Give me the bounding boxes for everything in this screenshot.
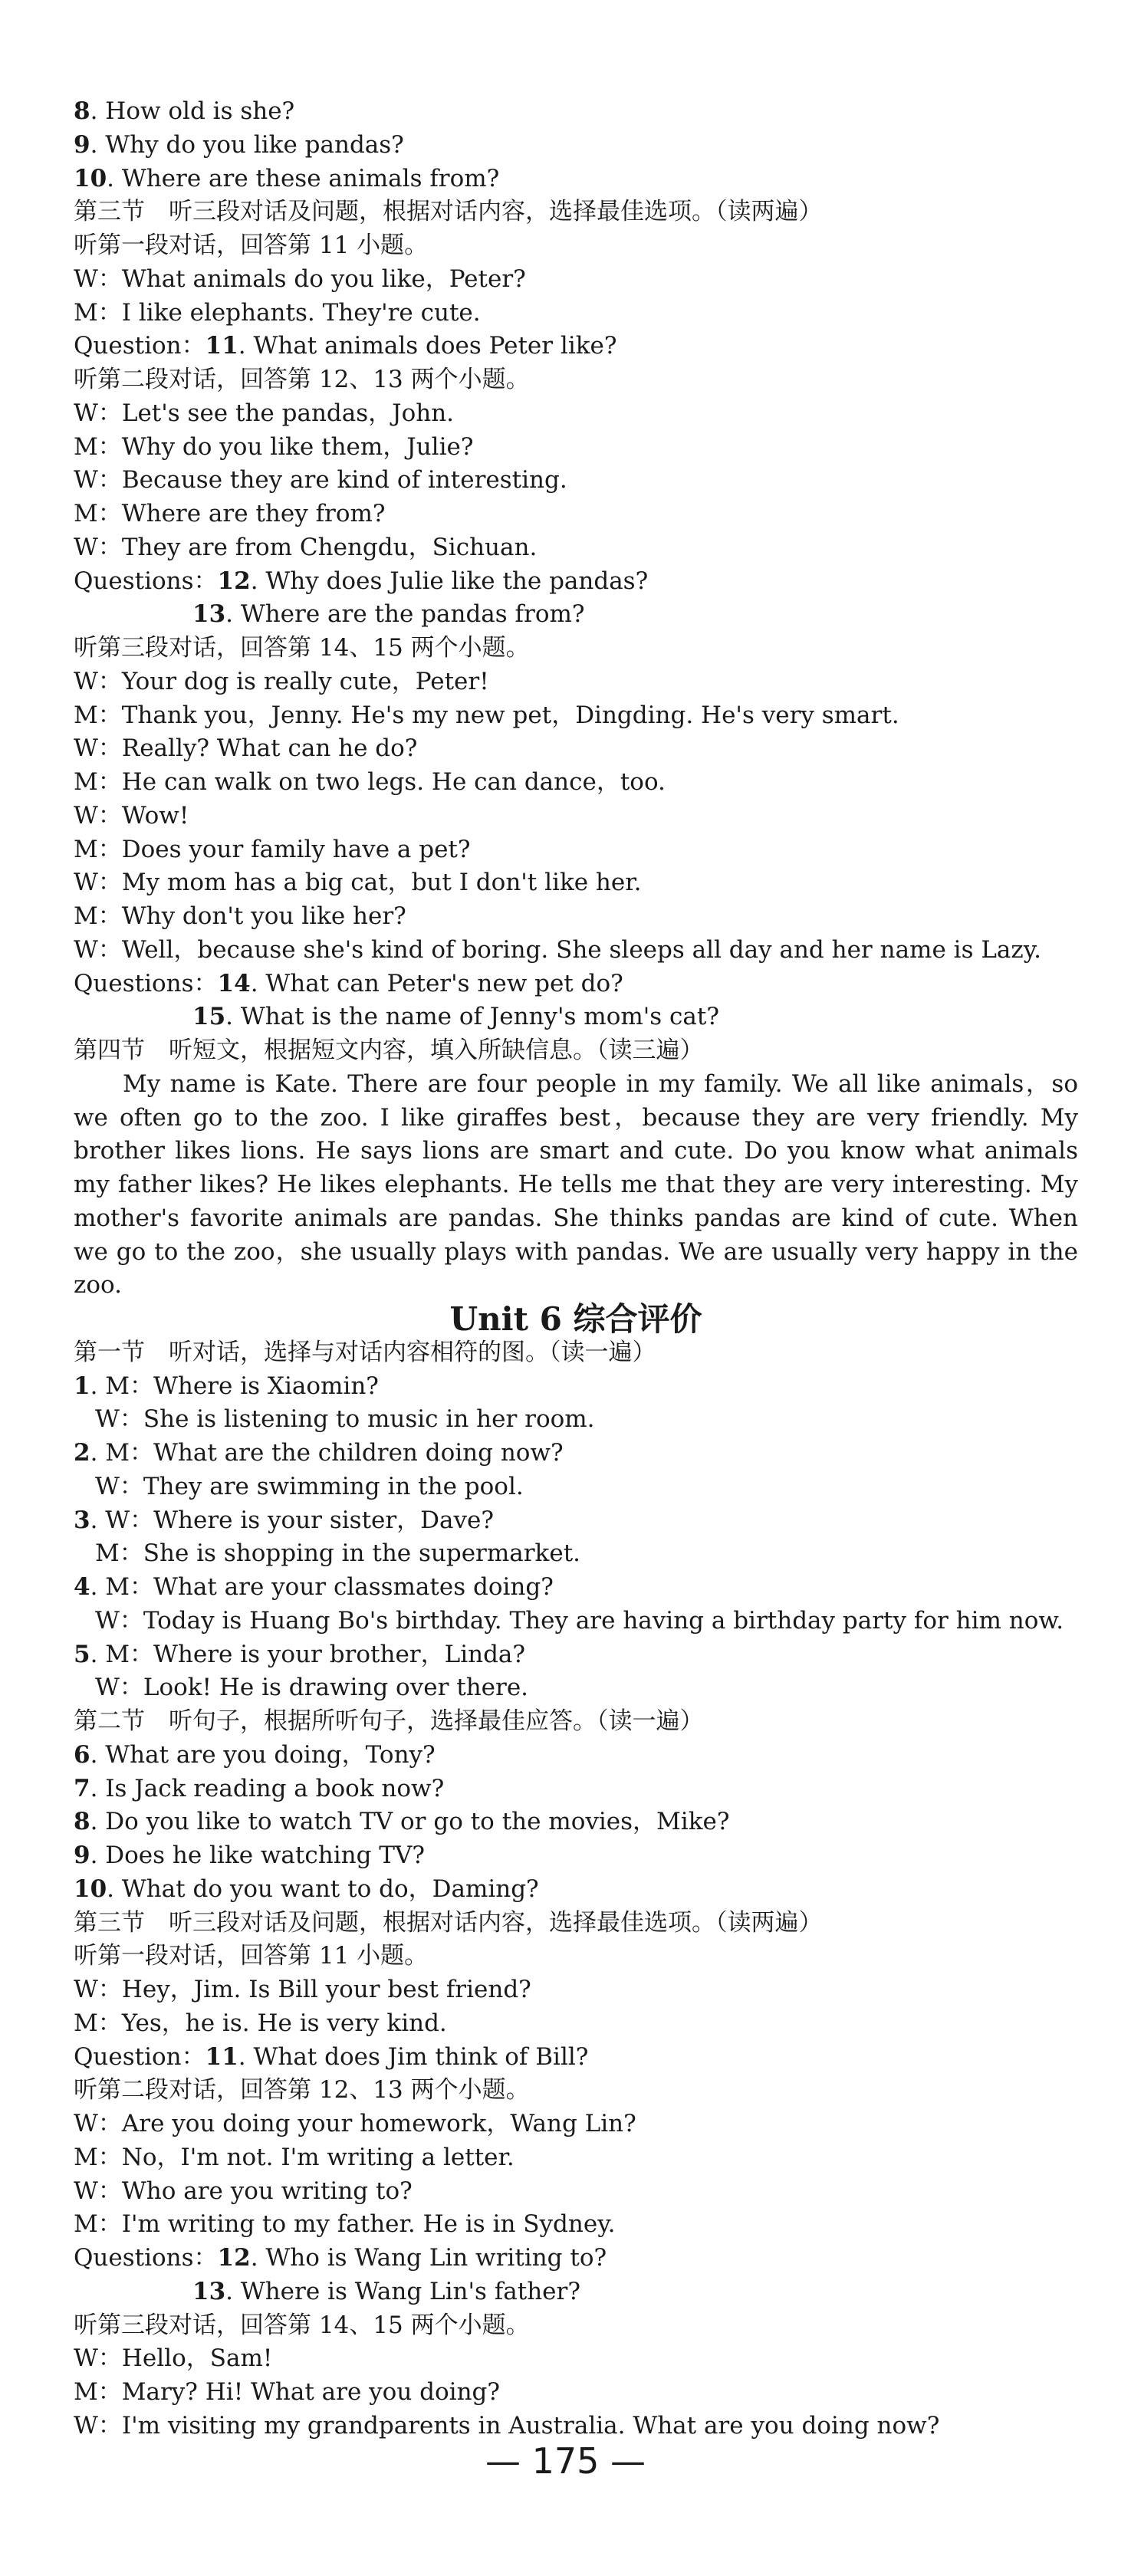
dialogue-line: M：Thank you，Jenny. He's my new pet，Dingding. He's very smart. [74,701,899,729]
question-number: 11 [205,2042,238,2071]
question-number: 9 [74,1842,90,1869]
question-line [74,2242,1078,2275]
transcript-content [74,95,1078,2443]
dialogue-line: W：Well，because she's kind of boring. She sleeps all day and her name is Lazy. [74,935,1041,964]
dialogue-line: W：They are swimming in the pool. [95,1472,524,1500]
question-line [74,2275,1078,2309]
question-number: 13 [192,2277,226,2305]
dialogue-intro: 听第一段对话，回答第 11 小题。 [74,232,429,259]
question-text: . Is Jack reading a book now? [90,1774,445,1802]
item-number: 3 [74,1506,90,1534]
dialogue-line: W：Who are you writing to? [74,2177,413,2205]
question-text: . Why do you like pandas? [90,130,404,159]
question-prefix: Questions： [74,2244,218,2272]
dialogue-text: . M：What are your classmates doing? [90,1573,554,1601]
question-number: 8 [74,97,90,125]
question-text: . Where is Wang Lin's father? [225,2277,580,2305]
section-header: 第三节 听三段对话及问题，根据对话内容，选择最佳选项。（读两遍） [74,198,823,226]
unit-title: Unit 6 综合评价 [449,1300,702,1338]
passage-paragraph: My name is Kate. There are four people in my family. We all like animals，so we often go to the zoo. I like giraffes best，because they are very friendly. My brother likes lions. He says lions are smart and cute. Do you know what animals my father likes? He likes elephants. He tells me that they are very interesting. My mother's favorite animals are pandas. She thinks pandas are kind of cute. When we go to the zoo，she usually plays with pandas. We are usually very happy in the zoo. [74,1070,1078,1300]
dialogue-intro: 听第三段对话，回答第 14、15 两个小题。 [74,634,530,662]
question-text: . What does Jim think of Bill? [238,2042,589,2071]
question-text: . Where are the pandas from? [225,600,585,629]
dialogue-line: W：I'm visiting my grandparents in Australia. What are you doing now? [74,2411,940,2440]
question-line [74,565,1078,599]
question-number: 9 [74,130,90,159]
item-number: 5 [74,1640,90,1668]
item-line [74,1571,1078,1605]
question-line [74,2041,1078,2075]
question-number: 11 [205,332,238,360]
dialogue-intro: 听第二段对话，回答第 12、13 两个小题。 [74,366,530,393]
dialogue-line: M：I like elephants. They're cute. [74,298,481,327]
dialogue-line: M：Why do you like them，Julie? [74,432,474,461]
question-number: 8 [74,1808,90,1836]
dialogue-line: W：Wow! [74,801,189,830]
dialogue-line: W：My mom has a big cat，but I don't like her. [74,869,642,897]
dialogue-line: W：Today is Huang Bo's birthday. They are having a birthday party for him now. [95,1606,1064,1635]
question-number: 10 [74,164,107,192]
question-number: 12 [217,567,251,595]
dialogue-text: . M：Where is your brother，Linda? [90,1640,526,1668]
item-number: 4 [74,1573,90,1601]
dialogue-line: W：What animals do you like，Peter? [74,264,526,293]
question-line [74,1001,1078,1034]
question-text: . What animals does Peter like? [238,332,617,360]
dialogue-line: M：Where are they from? [74,500,386,527]
page-number: — 175 — [485,2440,646,2482]
question-text: . What are you doing，Tony? [90,1740,436,1769]
question-line [74,95,1078,129]
item-line [74,1504,1078,1538]
dialogue-line: W：They are from Chengdu，Sichuan. [74,533,538,561]
section-header: 第二节 听句子，根据所听句子，选择最佳应答。（读一遍） [74,1707,704,1735]
dialogue-line: W：Look! He is drawing over there. [95,1674,529,1702]
dialogue-line: W：Let's see the pandas，John. [74,399,455,427]
dialogue-line: W：Are you doing your homework，Wang Lin? [74,2110,636,2137]
question-text: . What is the name of Jenny's mom's cat? [225,1003,719,1031]
dialogue-line: M：No，I'm not. I'm writing a letter. [74,2143,515,2171]
question-line [74,1806,1078,1839]
item-line [74,1437,1078,1470]
dialogue-intro: 听第二段对话，回答第 12、13 两个小题。 [74,2076,530,2104]
dialogue-line: W：Hello，Sam! [74,2344,273,2373]
question-number: 15 [192,1003,226,1031]
question-prefix: Questions： [74,969,218,997]
item-line [74,1370,1078,1404]
dialogue-text: . M：Where is Xiaomin? [90,1372,379,1400]
question-line [74,330,1078,363]
section-header: 第一节 听对话，选择与对话内容相符的图。（读一遍） [74,1338,656,1366]
question-line [74,1739,1078,1773]
question-text: . Does he like watching TV? [90,1842,425,1869]
question-line [74,129,1078,163]
dialogue-intro: 听第三段对话，回答第 14、15 两个小题。 [74,2311,530,2339]
question-number: 10 [74,1875,107,1903]
question-text: . Why does Julie like the pandas? [250,567,649,595]
question-number: 14 [217,969,251,997]
question-prefix: Question： [74,332,205,360]
question-line [74,1839,1078,1873]
dialogue-line: M：Yes，he is. He is very kind. [74,2009,447,2037]
question-text: . What can Peter's new pet do? [250,969,623,997]
dialogue-line: W：She is listening to music in her room. [95,1405,595,1434]
question-prefix: Questions： [74,567,218,595]
item-line [74,1638,1078,1672]
dialogue-line: M：He can walk on two legs. He can dance，too. [74,768,666,796]
question-text: . How old is she? [90,97,295,125]
question-number: 13 [192,600,226,629]
dialogue-line: M：Mary? Hi! What are you doing? [74,2378,501,2406]
question-number: 6 [74,1740,90,1769]
dialogue-line: M：Why don't you like her? [74,902,406,930]
dialogue-line: W：Because they are kind of interesting. [74,466,567,495]
dialogue-text: . M：What are the children doing now? [90,1439,564,1467]
dialogue-line: M：I'm writing to my father. He is in Sydney. [74,2210,616,2239]
dialogue-intro: 听第一段对话，回答第 11 小题。 [74,1942,429,1970]
question-text: . Where are these animals from? [107,164,500,192]
question-text: . Who is Wang Lin writing to? [250,2244,607,2272]
dialogue-line: W：Really? What can he do? [74,734,418,763]
dialogue-line: W：Your dog is really cute，Peter! [74,667,489,695]
question-line [74,163,1078,196]
item-number: 2 [74,1439,90,1467]
question-number: 12 [217,2244,251,2272]
section-header: 第四节 听短文，根据短文内容，填入所缺信息。（读三遍） [74,1037,704,1064]
item-number: 1 [74,1372,90,1400]
dialogue-line: M：Does your family have a pet? [74,835,471,863]
section-header: 第三节 听三段对话及问题，根据对话内容，选择最佳选项。（读两遍） [74,1908,823,1937]
dialogue-text: . W：Where is your sister，Dave? [90,1506,495,1534]
question-text: . Do you like to watch TV or go to the movies，Mike? [90,1808,730,1836]
dialogue-line: M：She is shopping in the supermarket. [95,1539,581,1568]
question-line [74,1873,1078,1907]
question-number: 7 [74,1774,90,1802]
question-prefix: Question： [74,2042,205,2071]
question-text: . What do you want to do，Daming? [107,1875,539,1903]
question-line [74,598,1078,632]
question-line [74,968,1078,1001]
dialogue-line: W：Hey，Jim. Is Bill your best friend? [74,1976,531,2003]
question-line [74,1773,1078,1806]
